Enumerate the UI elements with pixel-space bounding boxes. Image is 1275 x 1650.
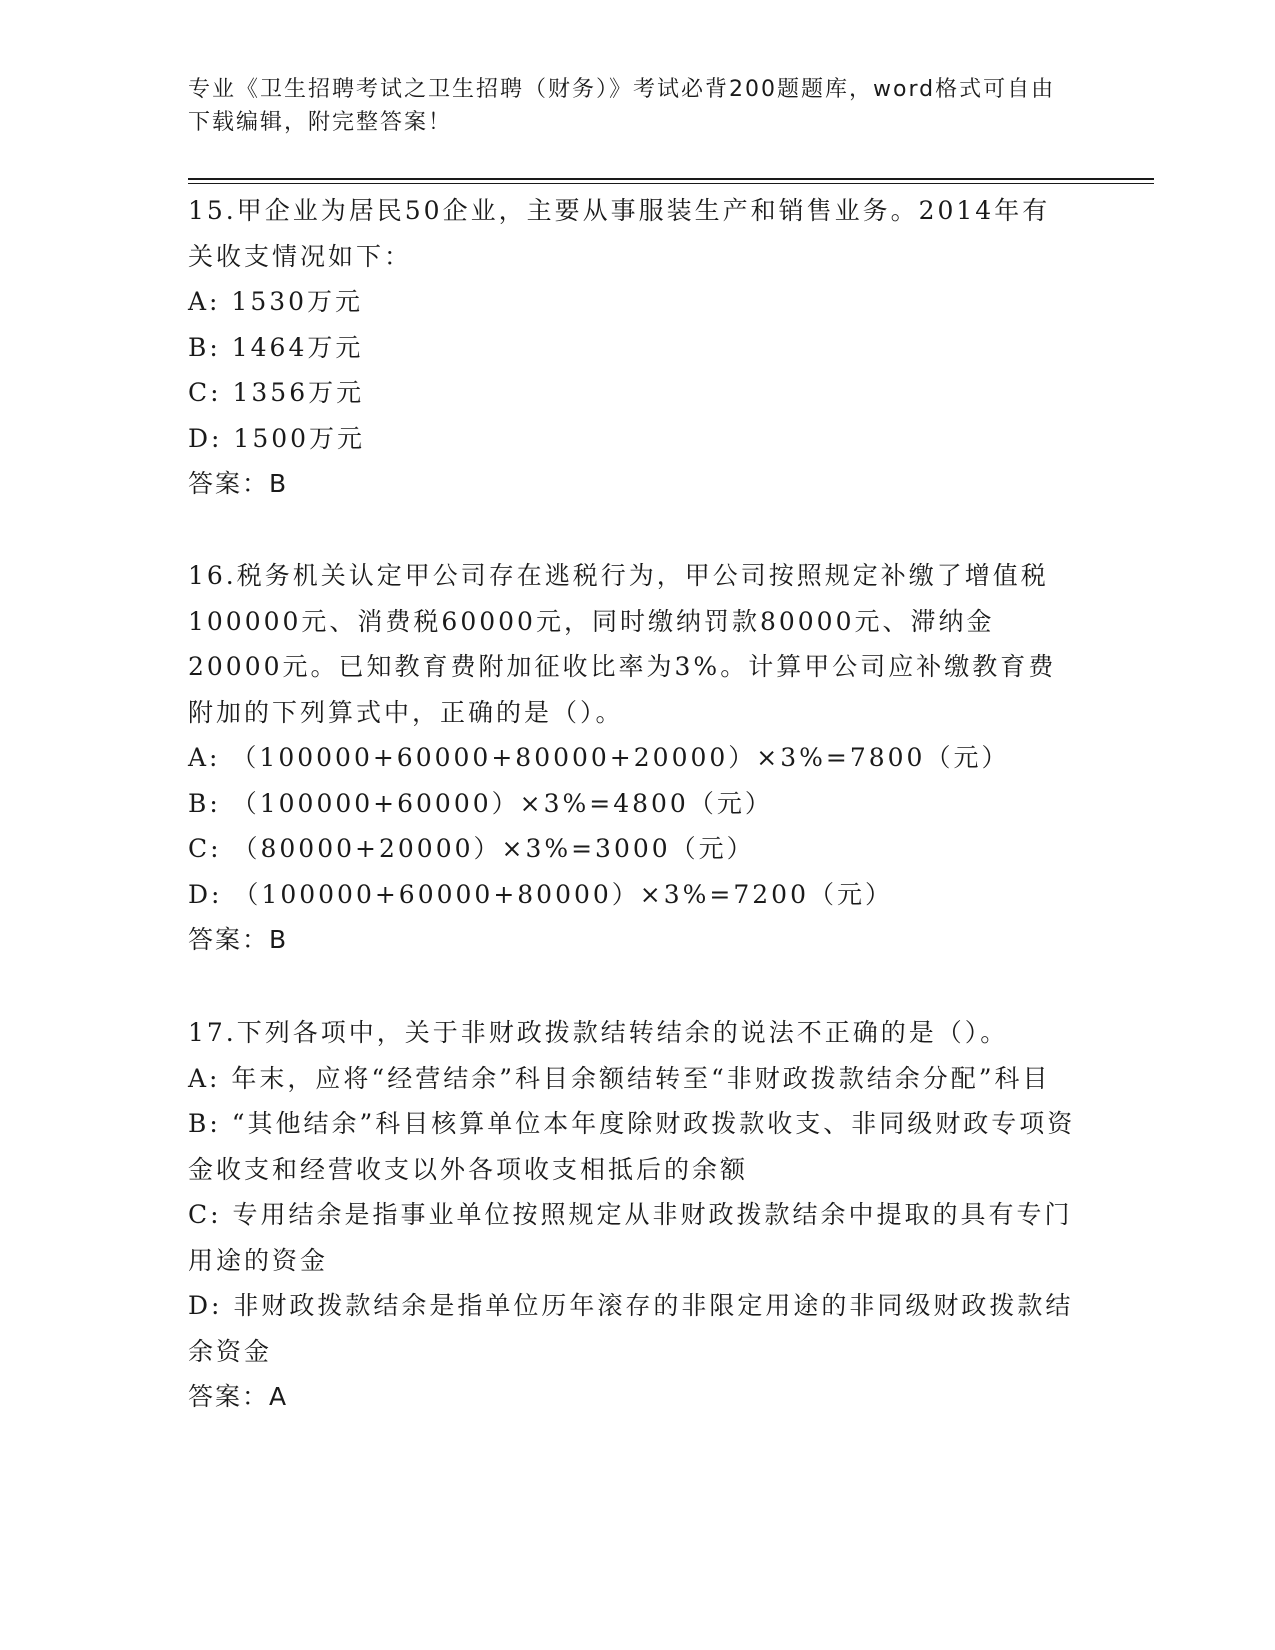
header-divider-thin <box>188 183 1154 184</box>
option-d: D: （100000+60000+80000）×3%=7200（元） <box>188 879 893 909</box>
option-d: D: 非财政拨款结余是指单位历年滚存的非限定用途的非同级财政拨款结余资金 <box>188 1291 1074 1366</box>
option-b: B: （100000+60000）×3%=4800（元） <box>188 788 773 818</box>
answer-line: 答案：B <box>188 469 289 498</box>
option-c: C: 1356万元 <box>188 378 365 407</box>
option-a: A: 1530万元 <box>188 287 364 316</box>
answer-line: 答案：A <box>188 1382 289 1411</box>
question-15 <box>188 188 1078 507</box>
question-stem: 16.税务机关认定甲公司存在逃税行为，甲公司按照规定补缴了增值税100000元、消费税60000元，同时缴纳罚款80000元、滞纳金20000元。已知教育费附加征收比率为3%。计算甲公司应补缴教育费附加的下列算式中，正确的是（）。 <box>188 561 1057 727</box>
question-stem: 15.甲企业为居民50企业，主要从事服装生产和销售业务。2014年有关收支情况如下： <box>188 196 1051 271</box>
document-header: 专业《卫生招聘考试之卫生招聘（财务）》考试必背200题题库，word格式可自由下载编辑，附完整答案！ <box>188 77 1056 135</box>
option-c: C: （80000+20000）×3%=3000（元） <box>188 834 755 863</box>
option-a: A: （100000+60000+80000+20000）×3%=7800（元） <box>188 743 1010 772</box>
option-c: C: 专用结余是指事业单位按照规定从非财政拨款结余中提取的具有专门用途的资金 <box>188 1200 1073 1275</box>
option-b: B: “其他结余”科目核算单位本年度除财政拨款收支、非同级财政专项资金收支和经营收支以外各项收支相抵后的余额 <box>188 1109 1076 1184</box>
question-stem: 17.下列各项中，关于非财政拨款结转结余的说法不正确的是（）。 <box>188 1018 1009 1047</box>
question-17 <box>188 1010 1078 1420</box>
question-16 <box>188 553 1078 963</box>
answer-line: 答案：B <box>188 925 289 954</box>
option-b: B: 1464万元 <box>188 332 364 362</box>
option-d: D: 1500万元 <box>188 423 366 453</box>
option-a: A: 年末，应将“经营结余”科目余额结转至“非财政拨款结余分配”科目 <box>188 1063 1051 1093</box>
header-divider-thick <box>188 178 1154 180</box>
